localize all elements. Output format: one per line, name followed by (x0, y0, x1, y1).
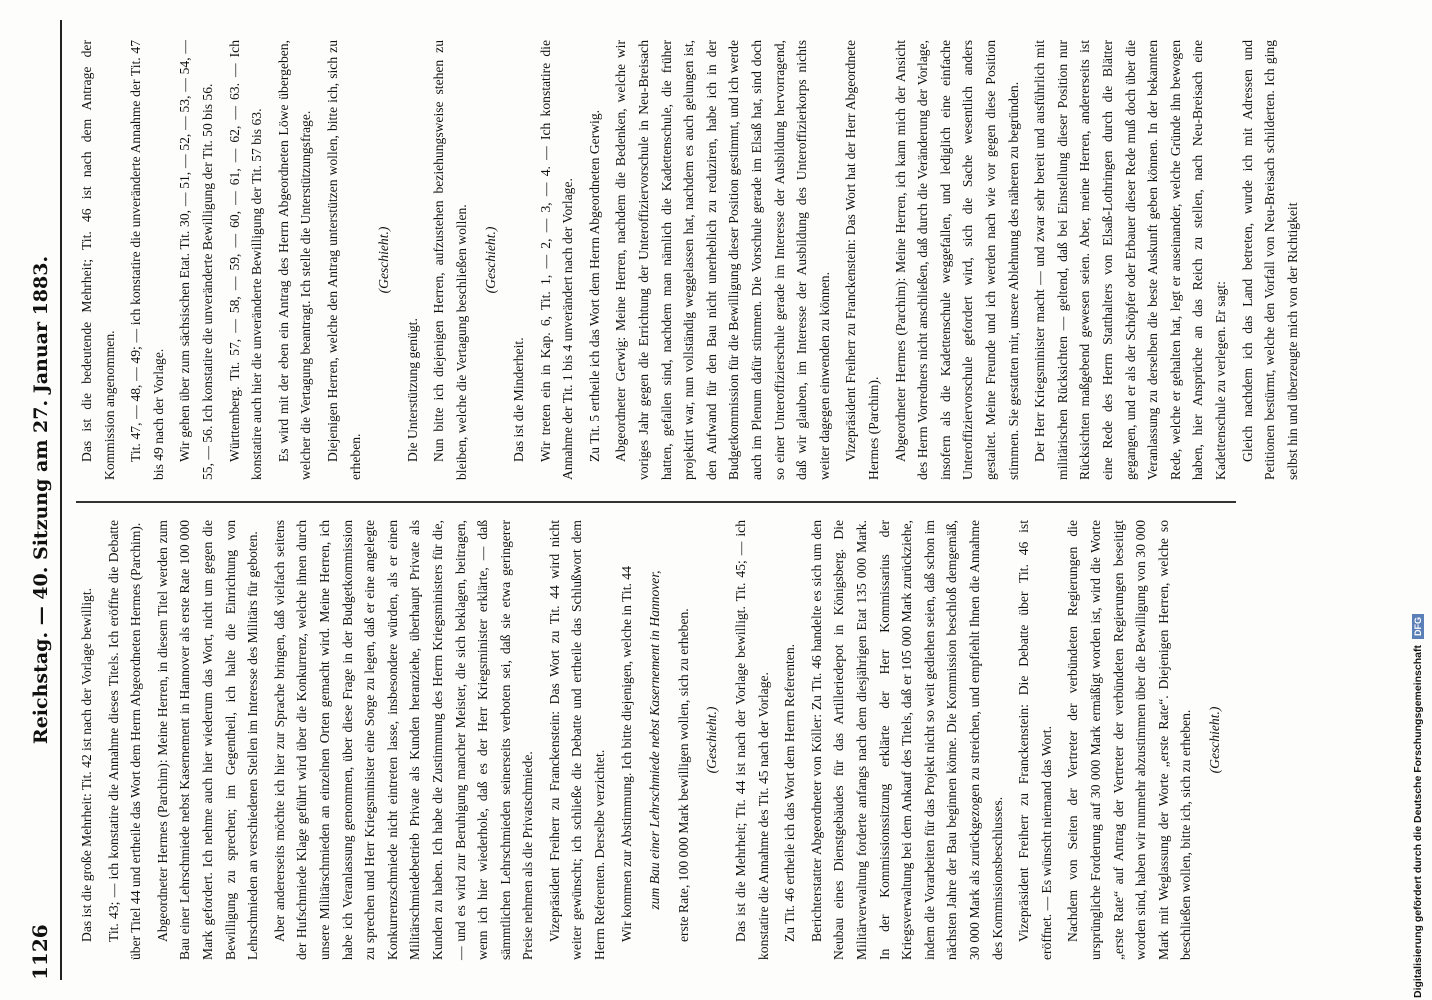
paragraph: Zu Tit. 5 ertheile ich das Wort dem Herrn Abgeordneten Gerwig. (586, 109, 602, 462)
page-header (28, 20, 56, 980)
paragraph: Das ist die Mehrheit; Tit. 44 ist nach der Vorlage bewilligt. Tit. 45; — ich konstatire die Annahme des Tit. 45 nach der Vorlage. (733, 520, 771, 960)
paragraph: Vizepräsident Freiherr zu Franckenstein: Die Debatte über Tit. 46 ist eröffnet. — Es wünscht niemand das Wort. (1016, 520, 1054, 960)
column-rule (76, 501, 1236, 503)
paragraph: Wir kommen zur Abstimmung. Ich bitte diejenigen, welche in Tit. 44 (618, 566, 634, 942)
paragraph: (Geschieht.) (1206, 706, 1222, 774)
paragraph: Aber andererseits möchte ich hier zur Sprache bringen, daß vielfach seitens der Hufschmiede Klage geführt wird über die Konkurrenz, welche ihnen durch unsere Militärschmieden an einzelnen Orten gemacht wird. Meine Herren, ich habe ich Veranlassung genommen, über diese Frage in der Budgetkommission zu sprechen und Herr Kriegsminister eine Sorge zu legen, daß er eine angelegte Konkurrenzschmiede nicht eintreten lasse, insbesondere würden, als er einen Militärschmiedebetrieb Private als Kunden heranziehe, überhaupt Private als Kunden zu haben. Ich habe die Zustimmung des Herrn Kriegsministers für die, — und es wird zur Beruhigung mancher Meister, die sich beklagen, beitragen, wenn ich hier wiederhole, daß es der Herr Kriegsminister erklärte, — daß sämmtlichen Lehrschmieden seinerseits verboten sei, daß sie etwa geringerer Preise nehmen als die Privatschmiede. (271, 520, 536, 960)
paragraph: erste Rate, 100 000 Mark bewilligen wollen, sich zu erheben. (675, 608, 691, 942)
paragraph: (Geschieht.) (376, 226, 392, 294)
digitization-credit (1412, 614, 1424, 998)
paragraph: Das ist die Minderheit. (511, 337, 527, 462)
paragraph: Das ist die große Mehrheit: Tit. 42 ist nach der Vorlage bewilligt. (79, 587, 94, 942)
credit-text: Digitalisierung gefördert durch die Deutsche Forschungsgemeinschaft (1412, 645, 1424, 998)
paragraph: Wir treten ein in Kap. 6, Tit. 1, — 2, — 3, — 4. — Ich konstatire die Annahme der Tit. 1 bis 4 unverändert nach der Vorlage. (537, 40, 576, 480)
paragraph: Zu Tit. 46 ertheile ich das Wort dem Herrn Referenten. (782, 643, 798, 942)
right-column (76, 40, 1300, 480)
dfg-logo: DFG (1412, 614, 1424, 639)
paragraph: Tit. 47, — 48, — 49; — ich konstatire die unveränderte Annahme der Tit. 47 bis 49 nach der Vorlage. (128, 40, 166, 480)
paragraph: Nachdem von Seiten der Vertreter der verbündeten Regierungen die ursprüngliche Forderung auf 30 000 Mark ermäßigt worden ist, wird die Worte „erste Rate“ auf Antrag der Vertreter der verbündeten Regierungen beseitigt worden sind, haben wir nunmehr abzustimmen über die Bewilligung von 30 000 Mark mit Weglassung der Worte „erste Rate“. Diejenigen Herren, welche so beschließen wollen, bitte ich, sich zu erheben. (1065, 520, 1194, 960)
paragraph: Württemberg. Tit. 57, — 58, — 59, — 60, — 61, — 62, — 63. — Ich konstatire auch hier die unveränderte Bewilligung der Tit. 57 bis 63. (226, 40, 265, 480)
paragraph: Gleich nachdem ich das Land betreten, wurde ich mit Adressen und Petitionen bestürmt, welche den Vorfall von Neu-Breisach schilderten. Ich ging selbst hin und überzeugte mich von der Richtigkeit (1239, 40, 1300, 480)
paragraph: Diejenigen Herren, welche den Antrag unterstützen wollen, bitte ich, sich zu erheben. (324, 40, 363, 480)
paragraph: Der Herr Kriegsminister macht — und zwar sehr bereit und ausführlich mit militärischen Rücksichten — geltend, daß bei Einstellung dieser Position nur Rücksichten maßgebend gewesen seien. Aber, meine Herren, andererseits ist eine Rede des Herrn Statthalters von Elsaß-Lothringen durch die Blätter gegangen, und er als der Schöpfer oder Erbauer dieser Rede muß doch über die Veranlassung zu derselben die beste Auskunft geben können. In der bekannten Rede, welche er gehalten hat, legt er auseinander, welche Gründe ihn bewogen haben, hier Ansprüche an das Reich zu stellen, nach Neu-Breisach eine Kadettenschule zu verlegen. Er sagt: (1032, 40, 1228, 480)
paragraph: (Geschieht.) (482, 226, 498, 294)
paragraph: zum Bau einer Lehrschmiede nebst Kasernement in Hannover, (647, 570, 663, 910)
paragraph: Berichterstatter Abgeordneter von Köller: Zu Tit. 46 handelte es sich um den Neubau eines Dienstgebäudes für das Artilleriedepot in Königsberg. Die Militärverwaltung forderte anfangs nach dem diesjährigen Etat 135 000 Mark. In der Kommissionssitzung erklärte der Herr Kommissarius der Kriegsverwaltung bei dem Ankauf des Titels, daß er 105 000 Mark zurückziehe, indem die Vorarbeiten für das Projekt nicht so weit gediehen seien, daß schon im nächsten Jahre der Bau beginnen könne. Die Kommission beschloß demgemäß, 30 000 Mark als zurückgezogen zu streichen, und empfiehlt Ihnen die Annahme des Kommissionsbeschlusses. (808, 520, 1005, 960)
paragraph: Es wird mit der eben ein Antrag des Herrn Abgeordneten Löwe übergeben, welcher die Vertagung beantragt. Ich stelle die Unterstützungsfrage. (275, 40, 314, 480)
paragraph: Wir gehen über zum sächsischen Etat. Tit. 30, — 51, — 52, — 53, — 54, — 55, — 56. Ich konstatire die unveränderte Bewilligung der Tit. 50 bis 56. (177, 40, 215, 480)
paragraph: Tit. 43; — ich konstatire die Annahme dieses Titels. Ich eröffne die Debatte über Titel 44 und ertheile das Wort dem Herrn Abgeordneten Hermes (Parchim). (105, 520, 144, 960)
paragraph: Nun bitte ich diejenigen Herren, aufzustehen beziehungsweise stehen zu bleiben, welche die Vertagung beschließen wollen. (431, 40, 469, 480)
paragraph: Abgeordneter Gerwig: Meine Herren, nachdem die Bedenken, welche wir voriges Jahr gegen die Errichtung der Unteroffiziervorschule in Neu-Breisach hatten, gefallen sind, nachdem man nämlich die Kadettenschule, die früher projektirt war, nun vollständig weggelassen hat, nachdem es auch gelungen ist, den Aufwand für den Bau nicht unerheblich zu reduziren, habe ich in der Budgetkommission für die Bewilligung dieser Position gestimmt, und ich werde auch im Plenum dafür stimmen. Die Vorschule gerade im Elsaß hat, sind doch so einer Unteroffizierschule gerade im Interesse der Ausbildung hervorragend, daß wir glauben, im Interesse der Ausbildung des Unteroffizierkorps nichts weiter dagegen einwenden zu können. (613, 40, 832, 480)
left-column (76, 520, 1236, 960)
running-title: Reichstag. — 40. Sitzung am 27. Januar 1883. (30, 255, 52, 745)
paragraph: (Geschieht.) (704, 706, 720, 774)
paragraph: Das ist die bedeutende Mehrheit; Tit. 46 ist nach dem Antrage der Kommission angenommen. (79, 40, 117, 480)
header-rule (60, 20, 62, 980)
page-number: 1126 (28, 924, 52, 980)
paragraph: Vizepräsident Freiherr zu Franckenstein: Das Wort zu Tit. 44 wird nicht weiter gewünscht; ich schließe die Debatte und ertheile das Schlußwort dem Herrn Referenten. Derselbe verzichtet. (546, 520, 608, 960)
paragraph: Die Unterstützung genügt. (404, 318, 420, 462)
paragraph: Abgeordneter Hermes (Parchim): Meine Herren, in diesem Titel werden zum Bau einer Lehrschmiede nebst Kasernement in Hannover als erste Rate 100 000 Mark gefordert. Ich nehme auch hier wiederum das Wort, nicht um gegen die Bewilligung zu sprechen; im Gegentheil, ich halte die Einrichtung von Lehrschmieden an verschiedenen Stellen im Interesse des Militärs für geboten. (154, 520, 261, 960)
paragraph: Abgeordneter Hermes (Parchim): Meine Herren, ich kann mich der Ansicht des Herrn Vorredners nicht anschließen, daß durch die Veränderung der Vorlage, insofern als die Kadettenschule weggefallen, und lediglich eine einfache Unteroffiziervorschule gefordert wird, sich die Sache wesentlich anders gestaltet. Meine Freunde und ich werden nach wie vor gegen diese Position stimmen. Sie gestatten mir, unsere Ablehnung des näheren zu begründen. (892, 40, 1021, 480)
paragraph: Vizepräsident Freiherr zu Franckenstein: Das Wort hat der Herr Abgeordnete Hermes (Parchim). (843, 40, 881, 480)
